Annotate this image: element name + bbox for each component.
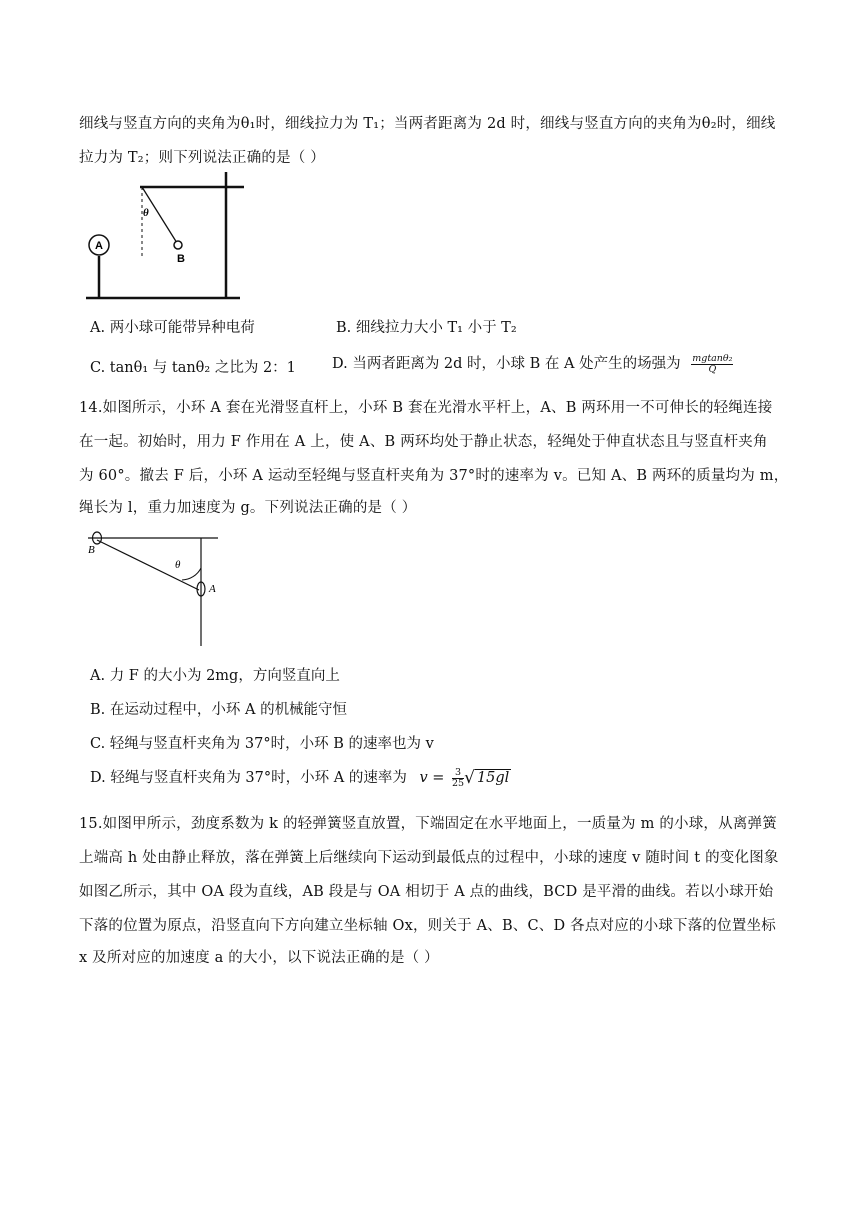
q13-label-a: A (95, 240, 103, 252)
q13-option-d-numerator: mgtanθ₂ (692, 352, 733, 364)
q13-option-d-denominator: Q (708, 363, 717, 375)
q13-label-theta: θ (143, 207, 149, 219)
q13-label-b: B (177, 253, 185, 265)
q14-option-d-fraction (452, 768, 464, 789)
q14-option-b: B. 在运动过程中，小环 A 的机械能守恒 (90, 702, 348, 718)
q14-option-d (90, 766, 511, 789)
q13-text-line-1: 细线与竖直方向的夹角为θ₁时，细线拉力为 T₁；当两者距离为 2d 时，细线与竖直方向的夹角为θ₂时，细线 (79, 116, 776, 132)
q14-text-line-4: 绳长为 l，重力加速度为 g。下列说法正确的是（ ） (79, 500, 417, 516)
q14-figure (84, 528, 234, 650)
q14-text-line-3: 为 60°。撤去 F 后，小环 A 运动至轻绳与竖直杆夹角为 37°时的速率为 v。已知 A、B 两环的质量均为 m， (79, 468, 789, 484)
q15-text-line-1: 15.如图甲所示，劲度系数为 k 的轻弹簧竖直放置，下端固定在水平地面上，一质量为 m 的小球，从离弹簧 (79, 816, 777, 832)
q13-option-d-fraction (691, 354, 733, 375)
q15-text-line-4: 下落的位置为原点，沿竖直向下方向建立坐标轴 Ox，则关于 A、B、C、D 各点对应的小球下落的位置坐标 (79, 918, 776, 934)
q14-option-d-radicand: 15gl (476, 770, 510, 786)
ball-b-icon (174, 241, 182, 249)
q14-label-theta: θ (175, 559, 181, 571)
q13-figure (80, 172, 260, 304)
q13-option-d (332, 352, 733, 375)
q14-option-c: C. 轻绳与竖直杆夹角为 37°时，小环 B 的速率也为 v (90, 736, 434, 752)
q14-option-d-numerator: 3 (452, 768, 464, 779)
q14-option-d-denominator: 25 (452, 777, 465, 789)
q15-text-line-2: 上端高 h 处由静止释放，落在弹簧上后继续向下运动到最低点的过程中，小球的速度 v 随时间 t 的变化图象 (79, 850, 779, 866)
q15-text-line-5: x 及所对应的加速度 a 的大小，以下说法正确的是（ ） (79, 950, 439, 966)
sqrt-sign-icon: √ (464, 768, 475, 788)
q14-label-b: B (88, 544, 95, 556)
q14-option-a: A. 力 F 的大小为 2mg，方向竖直向上 (90, 668, 340, 684)
q14-option-d-text: D. 轻绳与竖直杆夹角为 37°时，小环 A 的速率为 (90, 770, 407, 786)
q13-option-d-text: D. 当两者距离为 2d 时，小球 B 在 A 处产生的场强为 (332, 356, 681, 372)
q14-text-line-1: 14.如图所示，小环 A 套在光滑竖直杆上，小环 B 套在光滑水平杆上，A、B 两环用一不可伸长的轻绳连接 (79, 400, 773, 416)
q13-option-a: A. 两小球可能带异种电荷 (90, 320, 255, 336)
q13-option-c: C. tanθ₁ 与 tanθ₂ 之比为 2：1 (90, 360, 296, 376)
q14-text-line-2: 在一起。初始时，用力 F 作用在 A 上，使 A、B 两环均处于静止状态，轻绳处于伸直状态且与竖直杆夹角 (79, 434, 768, 450)
q15-text-line-3: 如图乙所示，其中 OA 段为直线，AB 段是与 OA 相切于 A 点的曲线，BCD 是平滑的曲线。若以小球开始 (79, 884, 774, 900)
q14-option-d-v: v = (419, 770, 445, 786)
q14-label-a: A (209, 583, 216, 595)
q13-option-b: B. 细线拉力大小 T₁ 小于 T₂ (336, 320, 517, 336)
q13-text-line-2: 拉力为 T₂；则下列说法正确的是（ ） (79, 150, 326, 166)
